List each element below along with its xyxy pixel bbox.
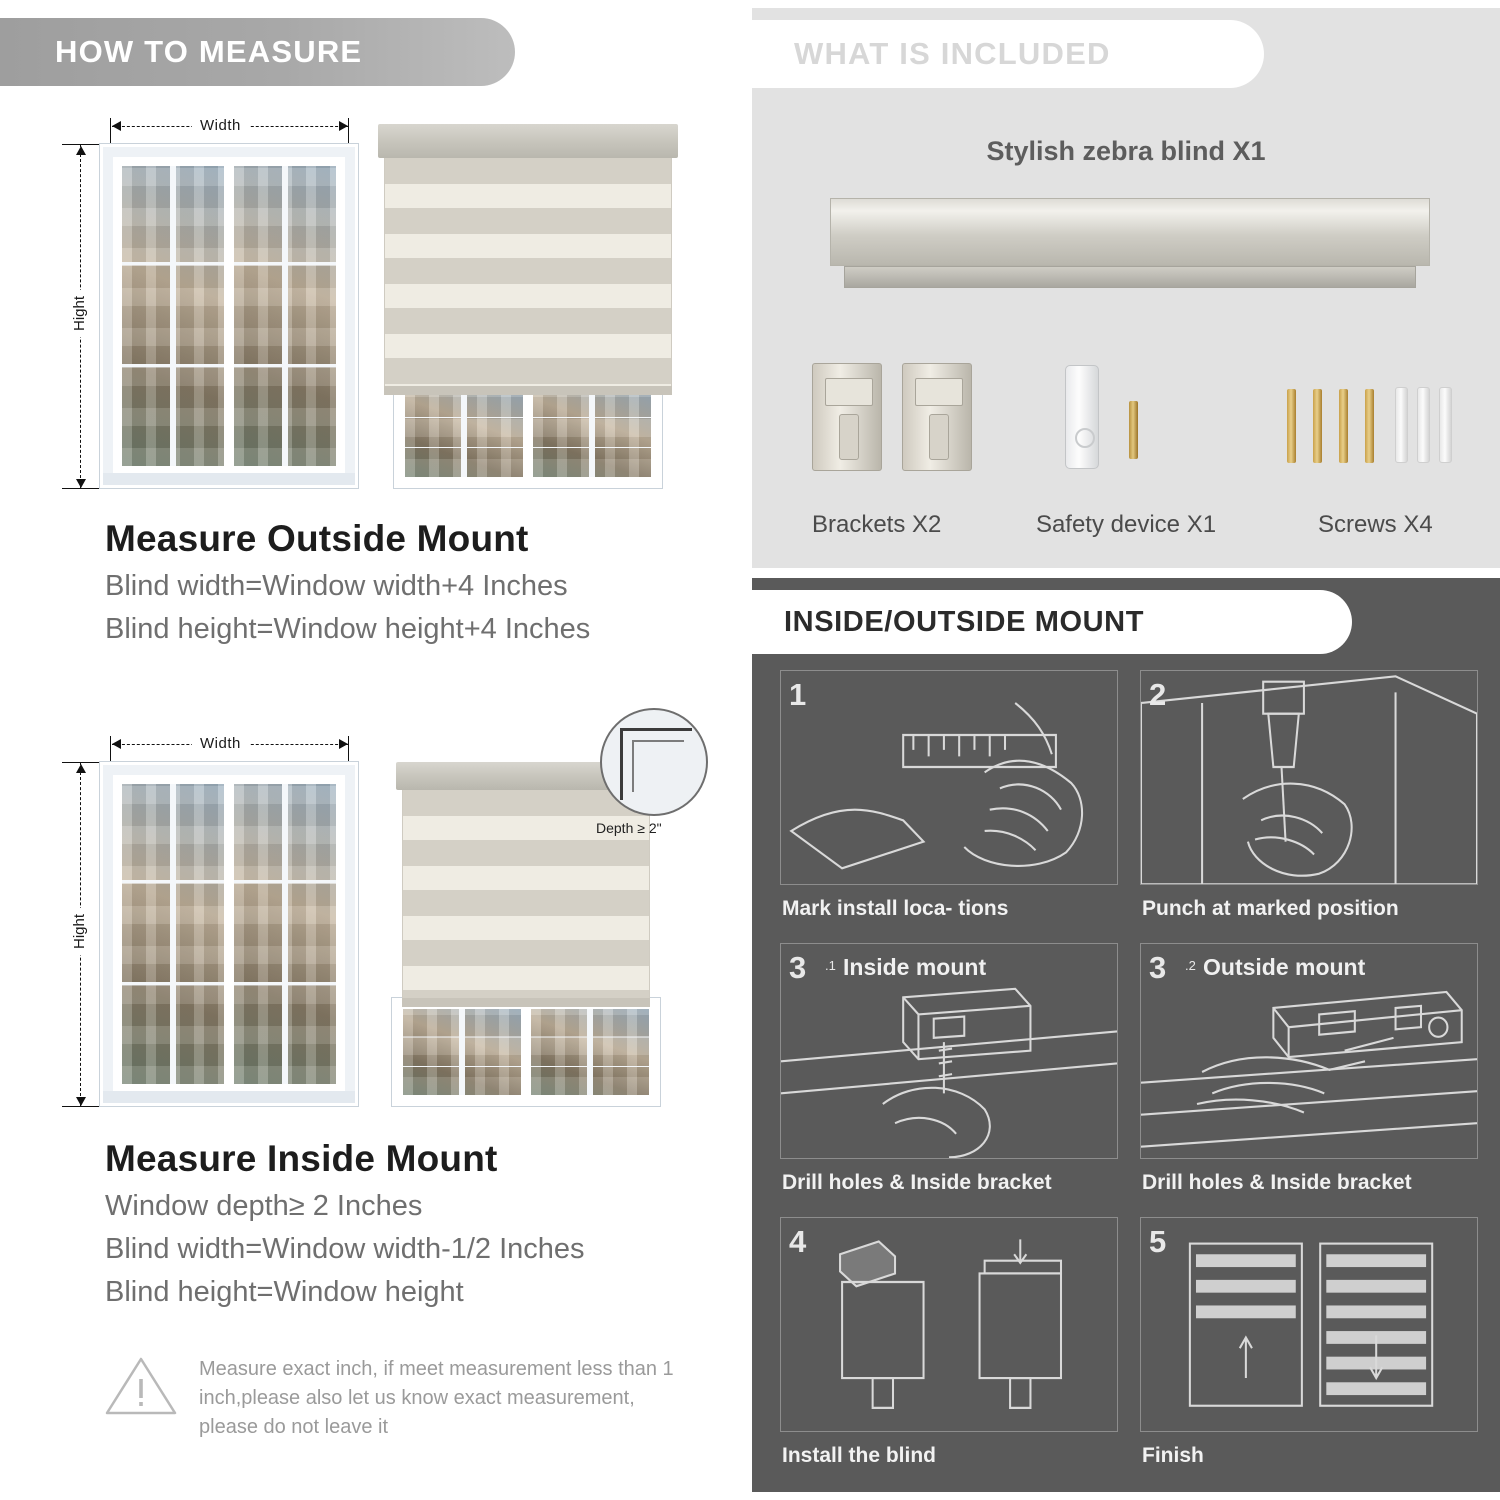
lower-pane-left <box>405 389 523 477</box>
step-3-1-sub: .1 <box>825 958 836 974</box>
anchor-icon-3 <box>1439 387 1452 463</box>
window-plain <box>100 144 358 488</box>
width-tick-right <box>348 118 349 144</box>
lower-window-panes <box>405 389 651 477</box>
included-parts-row <box>752 353 1500 553</box>
bracket-icon-2 <box>902 363 972 471</box>
inside-mount-line1: Window depth≥ 2 Inches <box>105 1190 423 1222</box>
right-column <box>740 0 1500 1500</box>
part-screws <box>1251 353 1500 553</box>
step-4-caption: Install the blind <box>782 1444 937 1467</box>
step-1-number: 1 <box>789 677 807 712</box>
step-3-1-image <box>780 943 1118 1158</box>
step-2-caption: Punch at marked position <box>1142 897 1399 921</box>
part-safety-device <box>1001 353 1250 553</box>
anchor-icon-2 <box>1417 387 1430 463</box>
width-tick-left <box>110 118 111 144</box>
install-step-4 <box>780 1217 1118 1476</box>
step-3-2-number: 3 <box>1149 950 1167 986</box>
step-2-number: 2 <box>1149 677 1167 712</box>
safety-screw-icon <box>1129 401 1138 459</box>
install-step-3-1 <box>780 943 1118 1202</box>
step-5-image <box>1140 1217 1478 1432</box>
install-steps-grid <box>780 670 1478 1476</box>
install-step-3-2 <box>1140 943 1478 1202</box>
bracket-icon-1 <box>812 363 882 471</box>
screw-icon-4 <box>1365 389 1374 463</box>
measure-note <box>105 1355 695 1442</box>
anchor-icon-1 <box>1395 387 1408 463</box>
inside-width-label: Width <box>192 735 249 752</box>
height-tick-bottom <box>62 488 110 489</box>
step-3-2-image <box>1140 943 1478 1158</box>
window-frame-2 <box>113 775 345 1093</box>
step-3-2-label: Outside mount <box>1203 954 1366 981</box>
what-is-included-section <box>752 8 1500 568</box>
height-arrow-bottom <box>76 479 86 488</box>
screw-icon-3 <box>1339 389 1348 463</box>
width-arrow-left-2 <box>112 739 121 749</box>
step-5-caption: Finish <box>1142 1444 1204 1467</box>
install-step-5 <box>1140 1217 1478 1476</box>
height-arrow-top <box>76 146 86 155</box>
step-1-image <box>780 670 1118 885</box>
window-pane-right <box>234 166 336 466</box>
inside-mount-text <box>105 1138 585 1309</box>
step-3-2-sub: .2 <box>1185 958 1196 974</box>
zebra-blind-rail-image <box>830 198 1430 296</box>
step-1-caption: Mark install loca- tions <box>782 897 1009 921</box>
how-to-measure-section <box>0 0 740 1500</box>
screw-icon-2 <box>1313 389 1322 463</box>
window-sill-2 <box>103 1091 355 1103</box>
step-3-1-number: 3 <box>789 950 807 986</box>
warning-triangle-icon <box>105 1355 177 1417</box>
inside-mount-heading: Measure Inside Mount <box>105 1138 498 1179</box>
how-to-measure-badge: HOW TO MEASURE <box>0 18 515 86</box>
width-tick-right-2 <box>348 736 349 762</box>
lower-pane-left-2 <box>403 1009 521 1095</box>
step-3-1-caption: Drill holes & Inside bracket <box>782 1170 1052 1194</box>
width-arrow-right-2 <box>339 739 348 749</box>
rail-bottom <box>844 266 1416 288</box>
inside-outside-mount-badge: INSIDE/OUTSIDE MOUNT <box>752 590 1352 654</box>
outside-mount-illustration <box>0 100 740 495</box>
screws-caption: Screws X4 <box>1317 511 1433 538</box>
window-pane-right-2 <box>234 784 336 1084</box>
inside-height-label: Hight <box>71 908 88 955</box>
window-with-blind-inside <box>392 762 660 1106</box>
install-step-2 <box>1140 670 1478 929</box>
step-2-image <box>1140 670 1478 885</box>
depth-caption: Depth ≥ 2" <box>596 820 662 836</box>
inside-mount-line3: Blind height=Window height <box>105 1276 464 1308</box>
lower-pane-right <box>533 389 651 477</box>
window-pane-left-2 <box>122 784 224 1084</box>
outside-mount-diagram <box>0 100 740 645</box>
step-4-number: 4 <box>789 1223 807 1259</box>
window-frame <box>113 157 345 475</box>
lower-window-panes-2 <box>403 1009 649 1095</box>
brackets-caption: Brackets X2 <box>811 511 942 538</box>
blind-bottom-bar-outside <box>384 386 672 395</box>
window-with-blind-outside <box>378 124 678 488</box>
outside-mount-line1: Blind width=Window width+4 Inches <box>105 570 568 602</box>
height-arrow-top-2 <box>76 764 86 773</box>
height-arrow-bottom-2 <box>76 1097 86 1106</box>
window-pane-left <box>122 166 224 466</box>
depth-callout-circle <box>600 708 708 816</box>
lower-pane-right-2 <box>531 1009 649 1095</box>
width-arrow-right <box>339 121 348 131</box>
inside-mount-line2: Blind width=Window width-1/2 Inches <box>105 1233 585 1265</box>
safety-device-caption: Safety device X1 <box>1035 511 1217 538</box>
width-arrow-left <box>112 121 121 131</box>
inside-mount-illustration <box>0 718 740 1113</box>
outside-mount-text <box>105 518 590 646</box>
what-is-included-badge: WHAT IS INCLUDED <box>752 20 1264 88</box>
install-step-1 <box>780 670 1118 929</box>
outside-width-label: Width <box>192 117 249 134</box>
screw-icon-1 <box>1287 389 1296 463</box>
width-tick-left-2 <box>110 736 111 762</box>
window-sill <box>103 473 355 485</box>
step-3-1-label: Inside mount <box>843 954 987 981</box>
step-3-2-caption: Drill holes & Inside bracket <box>1142 1170 1412 1194</box>
blind-fabric-outside <box>384 158 672 386</box>
lower-window-inside <box>392 998 660 1106</box>
safety-device-icon <box>1065 365 1099 469</box>
part-brackets <box>752 353 1001 553</box>
blind-bottom-bar-inside <box>402 998 650 1007</box>
step-4-image <box>780 1217 1118 1432</box>
included-product-title: Stylish zebra blind X1 <box>986 136 1266 166</box>
inside-mount-diagram <box>0 718 740 1308</box>
outside-height-label: Hight <box>71 290 88 337</box>
window-plain-2 <box>100 762 358 1106</box>
measure-note-text: Measure exact inch, if meet measurement less than 1 inch,please also let us know exact measurement, please do not leave it <box>199 1358 674 1438</box>
outside-mount-line2: Blind height=Window height+4 Inches <box>105 613 591 645</box>
blind-headrail-outside <box>378 124 678 158</box>
outside-mount-heading: Measure Outside Mount <box>105 518 529 559</box>
inside-outside-mount-section <box>752 578 1500 1492</box>
height-tick-bottom-2 <box>62 1106 110 1107</box>
rail-top <box>830 198 1430 266</box>
step-5-number: 5 <box>1149 1223 1167 1259</box>
